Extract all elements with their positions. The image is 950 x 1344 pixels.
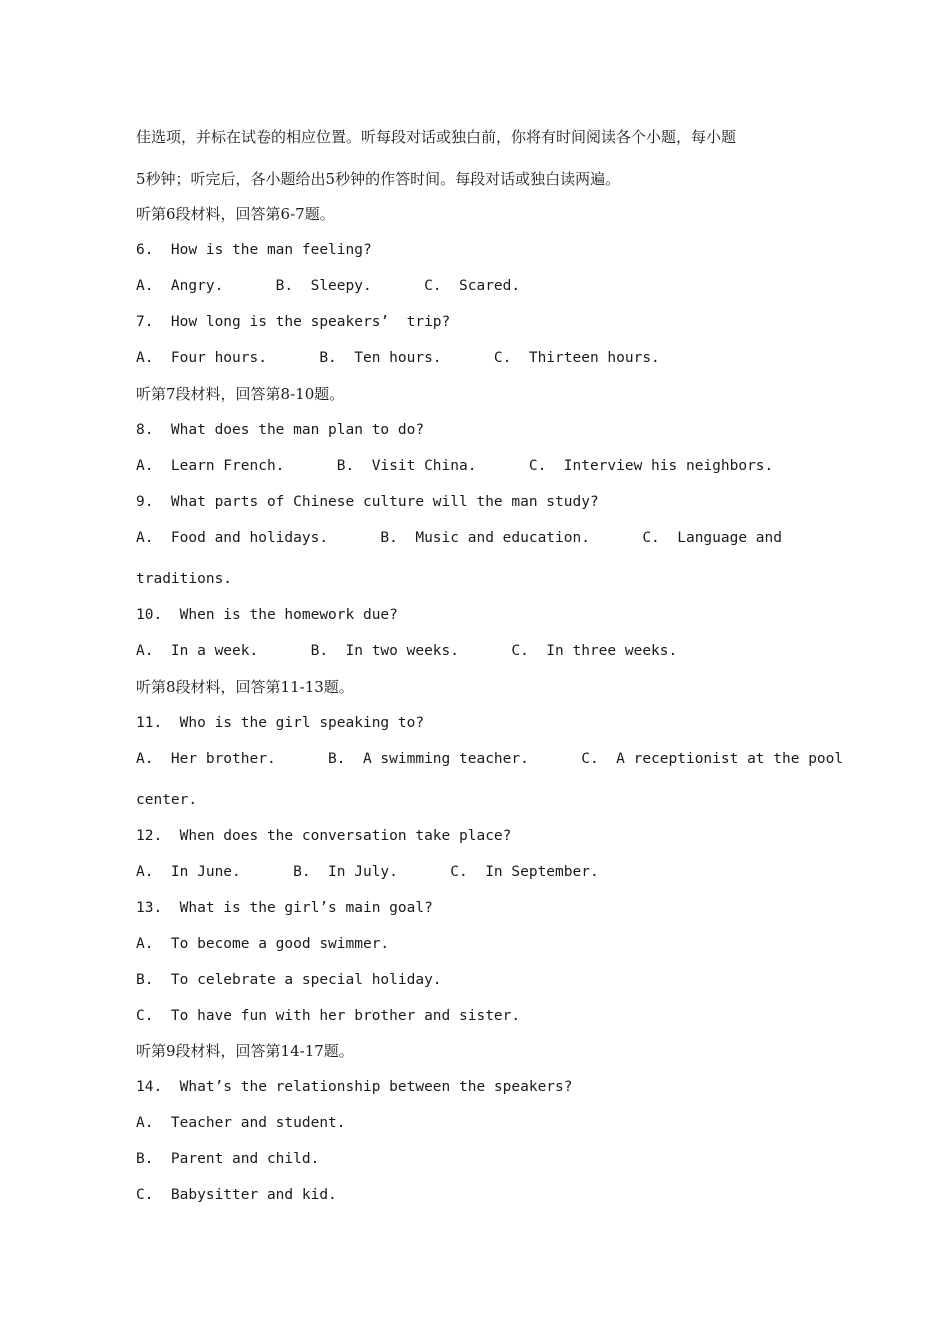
options-12: A. In June. B. In July. C. In September. (136, 864, 599, 880)
option-13-c: C. To have fun with her brother and sister. (136, 1008, 521, 1024)
options-6: A. Angry. B. Sleepy. C. Scared. (136, 278, 521, 294)
section-heading-6: 听第6段材料，回答第6-7题。 (136, 205, 335, 223)
options-7: A. Four hours. B. Ten hours. C. Thirteen hours. (136, 350, 660, 366)
instruction-line-1: 佳选项，并标在试卷的相应位置。听每段对话或独白前，你将有时间阅读各个小题，每小题 (136, 128, 737, 146)
options-10: A. In a week. B. In two weeks. C. In three weeks. (136, 643, 678, 659)
question-14: 14. What’s the relationship between the speakers? (136, 1079, 573, 1095)
question-12: 12. When does the conversation take place? (136, 828, 512, 844)
option-13-a: A. To become a good swimmer. (136, 936, 390, 952)
options-8: A. Learn French. B. Visit China. C. Interview his neighbors. (136, 458, 774, 474)
option-14-c: C. Babysitter and kid. (136, 1187, 337, 1203)
option-14-a: A. Teacher and student. (136, 1115, 346, 1131)
option-14-b: B. Parent and child. (136, 1151, 320, 1167)
section-heading-9: 听第9段材料，回答第14-17题。 (136, 1042, 354, 1060)
options-9: A. Food and holidays. B. Music and education. C. Language and (136, 530, 783, 546)
section-heading-7: 听第7段材料，回答第8-10题。 (136, 385, 345, 403)
option-13-b: B. To celebrate a special holiday. (136, 972, 442, 988)
options-9-continued: traditions. (136, 571, 233, 587)
question-6: 6. How is the man feeling? (136, 242, 372, 258)
question-7: 7. How long is the speakers’ trip? (136, 314, 451, 330)
question-9: 9. What parts of Chinese culture will the man study? (136, 494, 599, 510)
options-11-continued: center. (136, 792, 198, 808)
instruction-line-2: 5秒钟；听完后，各小题给出5秒钟的作答时间。每段对话或独白读两遍。 (136, 170, 621, 188)
question-13: 13. What is the girl’s main goal? (136, 900, 433, 916)
question-10: 10. When is the homework due? (136, 607, 398, 623)
section-heading-8: 听第8段材料，回答第11-13题。 (136, 678, 354, 696)
question-11: 11. Who is the girl speaking to? (136, 715, 425, 731)
options-11: A. Her brother. B. A swimming teacher. C. A receptionist at the pool (136, 751, 844, 767)
question-8: 8. What does the man plan to do? (136, 422, 425, 438)
